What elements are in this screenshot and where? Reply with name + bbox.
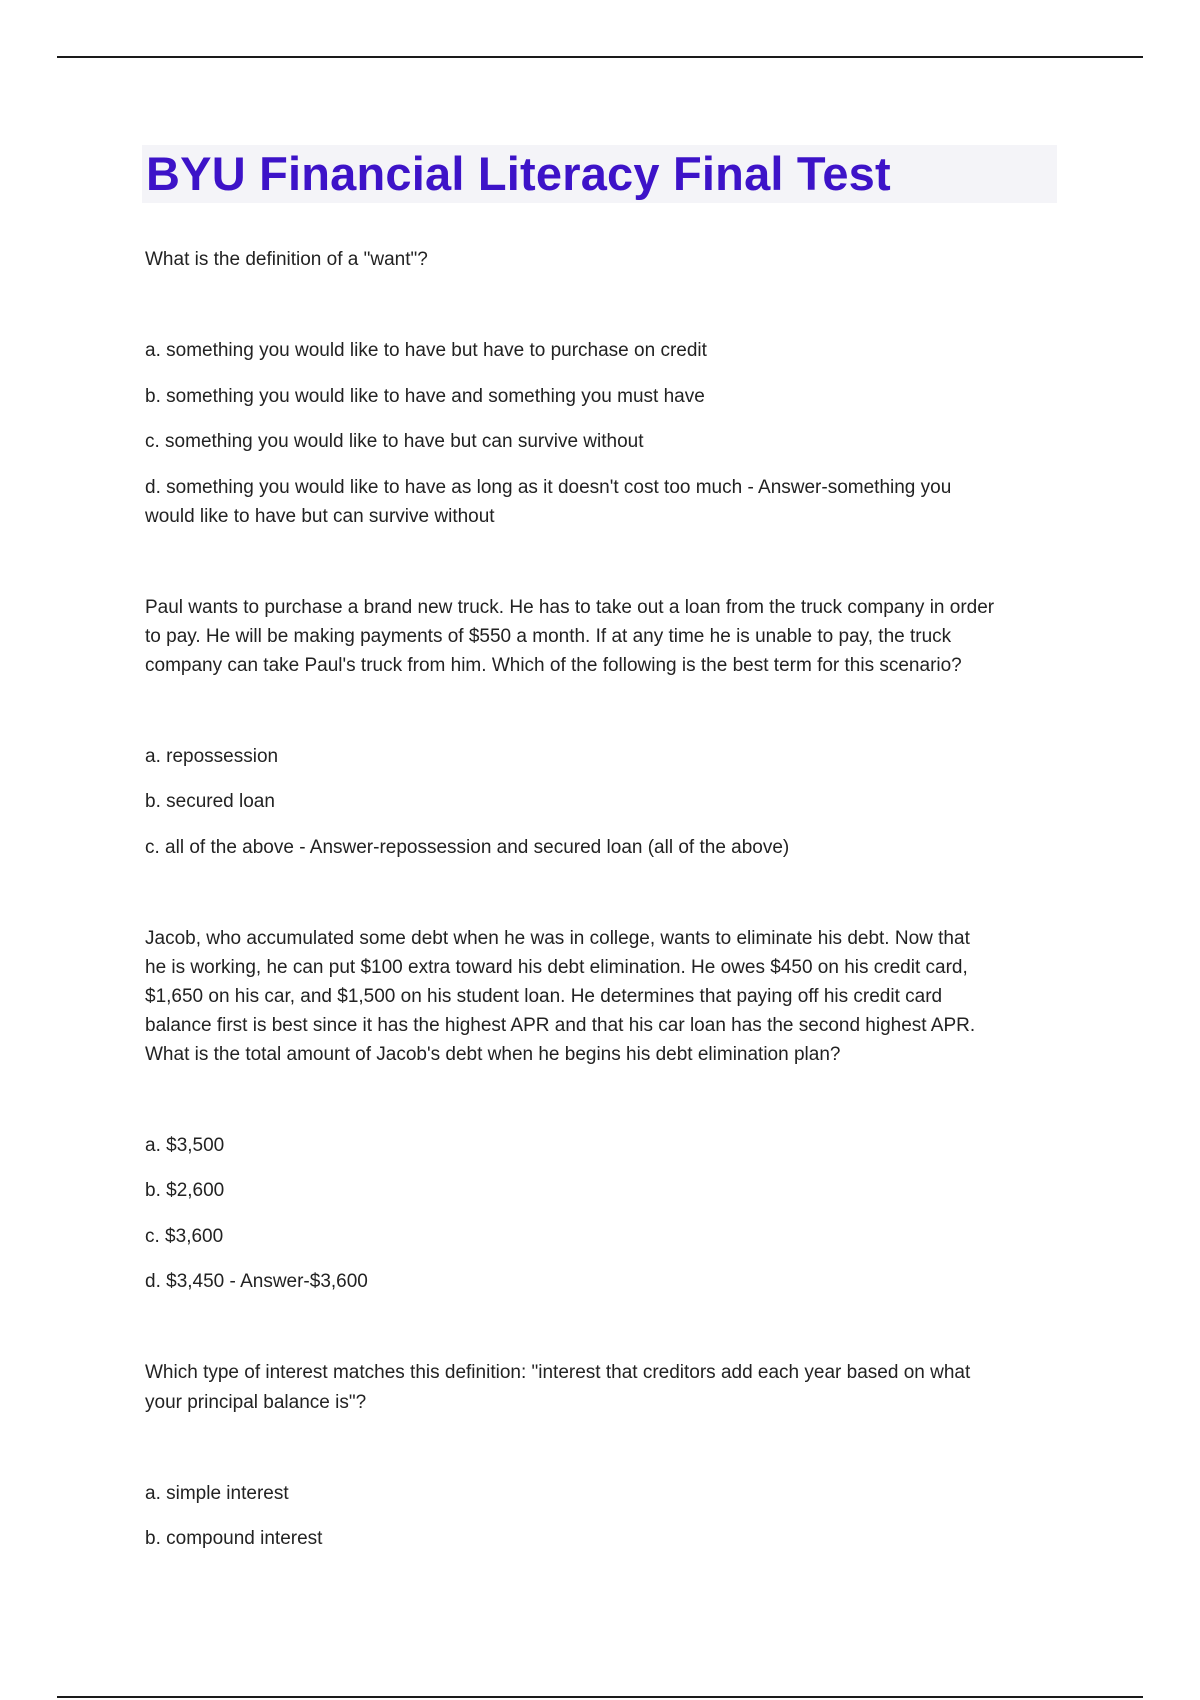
question-1-text: What is the definition of a "want"? <box>145 249 428 270</box>
question-3-text-line-1: Jacob, who accumulated some debt when he was in college, wants to eliminate his debt. Now that <box>145 928 970 949</box>
question-1-option-c: c. something you would like to have but can survive without <box>145 431 644 452</box>
question-3-option-a: a. $3,500 <box>145 1135 225 1156</box>
question-3-option-c: c. $3,600 <box>145 1226 224 1247</box>
question-2-option-c: c. all of the above - Answer-repossession and secured loan (all of the above) <box>145 837 790 858</box>
question-1-option-b: b. something you would like to have and something you must have <box>145 386 705 407</box>
question-3-text-line-2: he is working, he can put $100 extra toward his debt elimination. He owes $450 on his credit card, <box>145 957 968 978</box>
question-4-text-line-1: Which type of interest matches this definition: "interest that creditors add each year based on what <box>145 1362 971 1383</box>
question-4-option-a: a. simple interest <box>145 1483 289 1504</box>
question-2-text-line-2: to pay. He will be making payments of $550 a month. If at any time he is unable to pay, the truck <box>145 626 952 647</box>
question-3-option-b: b. $2,600 <box>145 1180 225 1201</box>
question-3-text-line-4: balance first is best since it has the highest APR and that his car loan has the second highest APR. <box>145 1015 976 1036</box>
footer-rule <box>57 1696 1143 1698</box>
question-3-text-line-5: What is the total amount of Jacob's debt when he begins his debt elimination plan? <box>145 1044 841 1065</box>
question-4-option-b: b. compound interest <box>145 1528 323 1549</box>
question-3-text-line-3: $1,650 on his car, and $1,500 on his student loan. He determines that paying off his credit card <box>145 986 943 1007</box>
question-2-option-a: a. repossession <box>145 746 279 767</box>
question-1-option-d: d. something you would like to have as long as it doesn't cost too much - Answer-something you <box>145 477 952 498</box>
question-2-text-line-1: Paul wants to purchase a brand new truck. He has to take out a loan from the truck company in order <box>145 597 995 618</box>
question-2-option-b: b. secured loan <box>145 791 275 812</box>
page-title: BYU Financial Literacy Final Test <box>146 147 891 200</box>
question-1-option-d-continued: would like to have but can survive without <box>145 506 495 527</box>
header-rule <box>57 56 1143 58</box>
question-4-text-line-2: your principal balance is"? <box>145 1392 367 1413</box>
question-3-option-d: d. $3,450 - Answer-$3,600 <box>145 1271 368 1292</box>
question-2-text-line-3: company can take Paul's truck from him. Which of the following is the best term for this scenario? <box>145 655 962 676</box>
question-1-option-a: a. something you would like to have but have to purchase on credit <box>145 340 707 361</box>
